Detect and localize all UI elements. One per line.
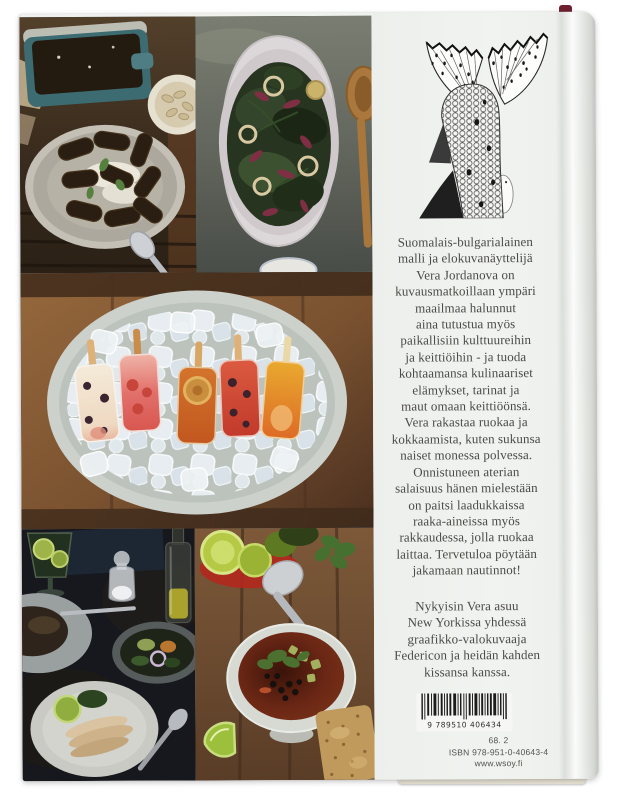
plate-of-dolmas — [25, 125, 186, 250]
photo-black-bean-soup — [195, 528, 375, 781]
fish-tail-illustration — [416, 22, 557, 219]
photo-green-salad-platter — [195, 16, 372, 273]
author-residence-note: Nykyisin Vera asuu New Yorkissa yhdessä graafikko-valokuvaaja Federicon ja heidän kahden kissansa kanssa. — [394, 598, 541, 680]
photo-dark-dinner-table — [22, 529, 196, 782]
teal-baking-dish — [23, 20, 156, 107]
barcode — [416, 693, 512, 731]
photo-fruit-popsicles-on-ice — [20, 272, 373, 530]
oil-bottle — [166, 529, 191, 623]
right-tail-fin — [488, 34, 547, 104]
barcode-bars — [418, 693, 510, 720]
back-cover-panel — [371, 12, 598, 780]
isbn-number: ISBN 978-951-0-40643-4 — [448, 746, 549, 757]
book-back-cover — [19, 12, 598, 782]
barcode-digits: 9 789510 406434 — [427, 720, 502, 730]
crispbread — [315, 704, 375, 780]
photo-stuffed-vine-leaves — [19, 16, 196, 273]
publisher-website: www.wsoy.fi — [474, 758, 523, 769]
hardcover-fore-edge — [555, 12, 598, 779]
salad — [227, 62, 332, 226]
food-photo-collage — [19, 16, 374, 782]
squash-blossom — [307, 81, 325, 99]
library-classification: 68. 2 — [488, 735, 509, 746]
back-cover-blurb: Suomalais-bulgarialainen malli ja elokuvanäyttelijä Vera Jordanova on kuvausmatkoillaan ympäri maailmaa halunnut aina tutustua myös paikallisiin kulttuureihin ja keittiöihin - ja tuoda kohtaamansa kulinaariset elämykset, tarinat ja maut omaan keittiöönsä. Vera rakastaa ruokaa ja kokkaamista, kuten sukunsa naiset monessa polvessa. Onnistuneen aterian salaisuus hänen mielestään on paitsi laadukkaissa raaka-aineissa myös rakkaudessa, jolla ruokaa laittaa. Tervetuloa pöytään jakamaan nautinnot! — [391, 234, 541, 578]
plate-of-chicken-skewers — [30, 681, 158, 778]
